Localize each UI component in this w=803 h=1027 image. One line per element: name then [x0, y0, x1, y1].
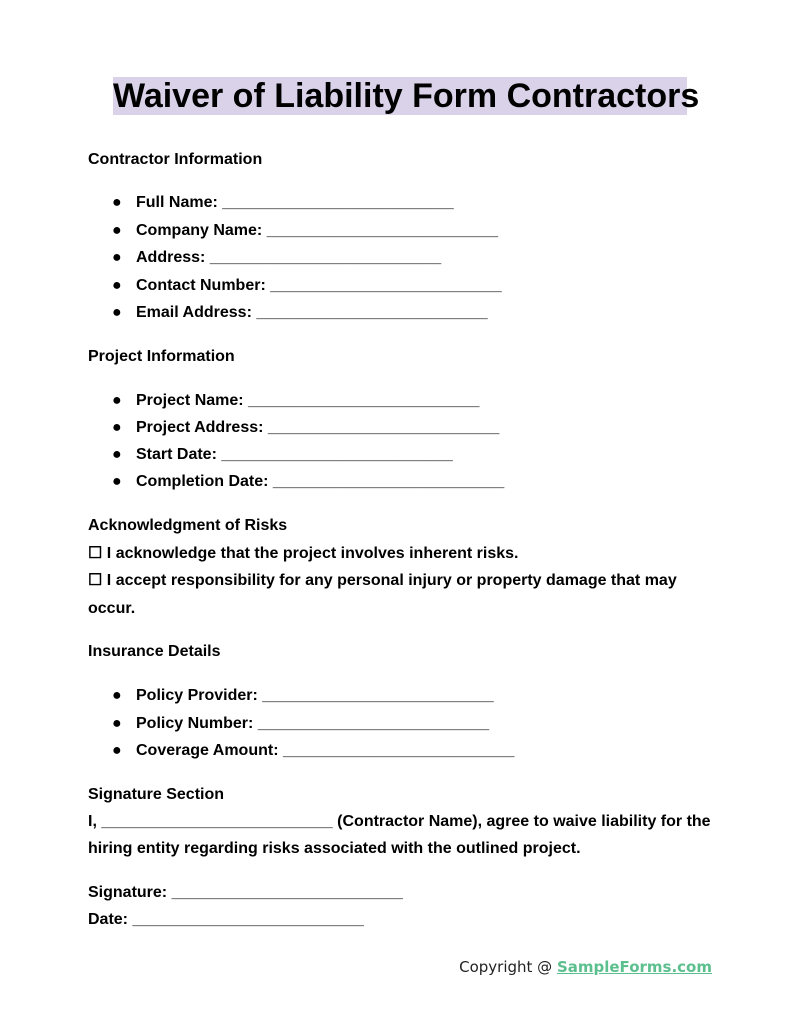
- field-input[interactable]: __________________________: [267, 419, 500, 436]
- waiver-statement: [88, 812, 711, 832]
- section-heading: [88, 150, 262, 170]
- checkbox-icon[interactable]: ☐: [88, 572, 103, 589]
- page-title: Waiver of Liability Form Contractors: [113, 77, 700, 115]
- bullet-icon: ●: [112, 194, 122, 211]
- heading-text: Acknowledgment of Risks: [88, 517, 288, 534]
- insurance-field-2: [112, 741, 514, 761]
- sampleforms-link[interactable]: SampleForms.com: [556, 958, 712, 976]
- signature-field: [88, 883, 403, 903]
- field-label: Date:: [88, 911, 129, 928]
- project-field-0: [112, 391, 479, 411]
- heading-text: Contractor Information: [88, 151, 263, 168]
- field-input[interactable]: __________________________: [248, 392, 480, 409]
- heading-text: Signature Section: [88, 786, 225, 803]
- date-input[interactable]: __________________________: [132, 911, 364, 928]
- contractor-field-1: [112, 221, 498, 241]
- field-input[interactable]: __________________________: [282, 742, 515, 759]
- field-label: Contact Number:: [136, 277, 266, 294]
- field-input[interactable]: __________________________: [209, 249, 442, 266]
- field-label: Completion Date:: [136, 473, 269, 490]
- bullet-icon: ●: [112, 446, 122, 463]
- field-label: Start Date:: [136, 446, 217, 463]
- date-field: [88, 910, 364, 930]
- bullet-icon: ●: [112, 222, 122, 239]
- checkbox-icon[interactable]: ☐: [88, 545, 103, 562]
- statement-text: I,: [88, 813, 97, 830]
- field-label: Address:: [136, 249, 206, 266]
- section-heading: [88, 347, 235, 367]
- bullet-icon: ●: [112, 392, 122, 409]
- field-input[interactable]: __________________________: [266, 222, 499, 239]
- insurance-field-1: [112, 714, 489, 734]
- contractor-field-0: [112, 193, 454, 213]
- section-heading: [88, 785, 224, 805]
- field-input[interactable]: __________________________: [272, 473, 505, 490]
- field-label: Signature:: [88, 884, 168, 901]
- project-field-3: [112, 472, 504, 492]
- checkbox-label-continuation: [88, 599, 135, 619]
- field-label: Company Name:: [136, 222, 263, 239]
- section-heading: [88, 642, 221, 662]
- checkbox-label: occur.: [88, 600, 136, 617]
- checkbox-label: I accept responsibility for any personal injury or property damage that may: [106, 572, 677, 589]
- statement-text: hiring entity regarding risks associated with the outlined project.: [88, 840, 581, 857]
- field-label: Policy Number:: [136, 715, 254, 732]
- contractor-field-2: [112, 248, 441, 268]
- field-label: Project Name:: [136, 392, 244, 409]
- bullet-icon: ●: [112, 249, 122, 266]
- insurance-field-0: [112, 686, 494, 706]
- contractor-field-3: [112, 276, 502, 296]
- statement-text: (Contractor Name), agree to waive liability for the: [337, 813, 711, 830]
- signature-input[interactable]: __________________________: [171, 884, 403, 901]
- footer: [459, 958, 712, 976]
- bullet-icon: ●: [112, 742, 122, 759]
- bullet-icon: ●: [112, 473, 122, 490]
- waiver-statement: [88, 839, 581, 859]
- project-field-1: [112, 418, 499, 438]
- bullet-icon: ●: [112, 419, 122, 436]
- field-input[interactable]: __________________________: [256, 304, 488, 321]
- checkbox-label: I acknowledge that the project involves inherent risks.: [106, 545, 519, 562]
- field-input[interactable]: __________________________: [221, 446, 453, 463]
- field-label: Full Name:: [136, 194, 218, 211]
- contractor-field-4: [112, 303, 488, 323]
- copyright-text: Copyright @: [459, 958, 553, 976]
- field-label: Coverage Amount:: [136, 742, 279, 759]
- bullet-icon: ●: [112, 304, 122, 321]
- field-label: Email Address:: [136, 304, 252, 321]
- section-heading: [88, 516, 287, 536]
- field-label: Policy Provider:: [136, 687, 258, 704]
- bullet-icon: ●: [112, 715, 122, 732]
- field-label: Project Address:: [136, 419, 264, 436]
- risk-checkbox-item: [88, 544, 518, 564]
- heading-text: Project Information: [88, 348, 235, 365]
- bullet-icon: ●: [112, 687, 122, 704]
- heading-text: Insurance Details: [88, 643, 221, 660]
- project-field-2: [112, 445, 453, 465]
- contractor-name-input[interactable]: __________________________: [101, 813, 333, 830]
- field-input[interactable]: __________________________: [270, 277, 502, 294]
- risk-checkbox-item: [88, 571, 677, 591]
- bullet-icon: ●: [112, 277, 122, 294]
- field-input[interactable]: __________________________: [262, 687, 494, 704]
- field-input[interactable]: __________________________: [257, 715, 490, 732]
- field-input[interactable]: __________________________: [222, 194, 454, 211]
